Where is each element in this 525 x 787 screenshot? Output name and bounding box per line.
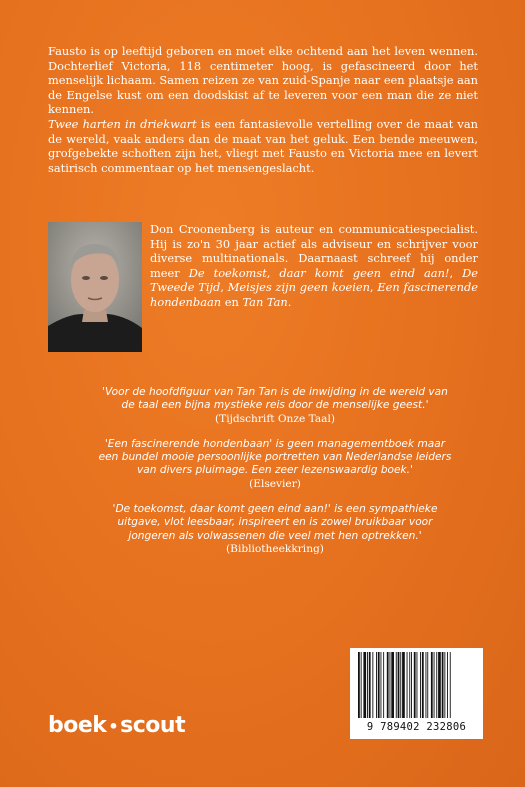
quote-source: (Bibliotheekkring) [226,542,324,555]
quote-text: 'Voor de hoofdfiguur van Tan Tan is de inwijding in de wereld van de taal een bijna mystieke reis door de menselijke geest.' [102,386,448,412]
quote-source: (Tijdschrift Onze Taal) [215,412,335,425]
quote-source: (Elsevier) [249,477,301,490]
logo-part-2: scout [120,713,186,738]
book-title: Twee harten in driekwart [48,117,197,131]
publisher-logo [48,713,185,738]
review-quote [95,438,455,491]
blurb-text: is een fantasievolle vertelling over de maat van de wereld, vaak anders dan de maat van het geluk. Een bende meeuwen, grofgebekte schoften zijn het, vliegt met Fausto en Victoria mee en levert satirisch commentaar op het mensengeslacht. [48,117,478,175]
isbn-barcode [350,648,483,739]
blurb-paragraph-1: Fausto is op leeftijd geboren en moet elke ochtend aan het leven wennen. Dochterlief Victoria, 118 centimeter hoog, is gefascineerd door het menselijk lichaam. Samen reizen ze van zuid-Spanje naar een plaatsje aan de Engelse kust om een doodskist af te leveren voor een man die ze niet kennen. [48,44,479,117]
quote-text: 'Een fascinerende hondenbaan' is geen managementboek maar een bundel mooie persoonlijke portretten van Nederlandse leiders van divers pluimage. Een zeer lezenswaardig boek.' [98,437,452,477]
blurb-paragraph-2 [48,117,478,175]
review-quotes [95,386,455,568]
quote-text: 'De toekomst, daar komt geen eind aan!' is een sympathieke uitgave, vlot leesbaar, inspireert en is zowel bruikbaar voor jongeren als volwassenen die veel met hen optrekken.' [112,503,438,542]
review-quote [95,386,455,426]
author-photo [48,222,142,352]
logo-dot: • [108,717,119,736]
logo-part-1: boek [48,713,107,738]
barcode-icon [354,652,479,718]
author-bio: Don Croonenberg is auteur en communicatiespecialist. Hij is zo'n 30 jaar actief als adviseur en schrijver voor diverse multinationals. Daarnaast schreef hij onder meer De toekomst, daar komt geen eind aan!, De Tweede Tijd, Meisjes zijn geen koeien, Een fascinerende hondenbaan en Tan Tan. [150,222,479,309]
review-quote [95,503,455,556]
isbn-number: 9 789402 232806 [366,721,467,733]
